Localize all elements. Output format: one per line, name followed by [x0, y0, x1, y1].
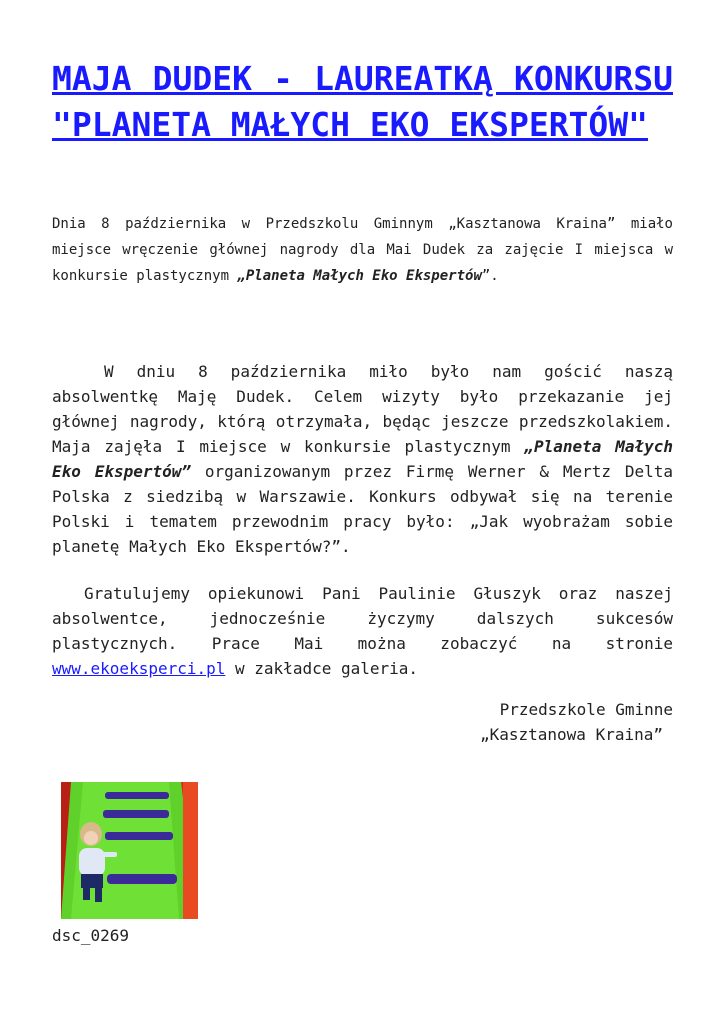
paragraph-1-end: organizowanym przez Firmę Werner & Mertz Delta Polska z siedzibą w Warszawie. Konkurs odbywał się na terenie Polski i tematem przewodnim pracy było: „Jak wyobrażam sobie planetę Małych Eko Ekspertów?”. — [52, 462, 674, 556]
signature-line-2: „Kasztanowa Kraina” — [479, 725, 663, 744]
article-lead — [52, 211, 673, 289]
paragraph-1-start: W dniu 8 października miło było nam gościć naszą absolwentkę Maję Dudek. Celem wizyty było przekazanie jej głównej nagrody, którą otrzymała, będąc jeszcze przedszkolakiem. Maja zajęła I miejsce w konkursie plastycznym — [52, 362, 673, 456]
signature — [400, 697, 673, 747]
paragraph-2-start: Gratulujemy opiekunowi Pani Paulinie Głuszyk oraz naszej absolwentce, jednocześnie życzymy dalszych sukcesów plastycznych. Prace Mai można zobaczyć na stronie — [52, 584, 673, 653]
signature-line-1: Przedszkole Gminne — [499, 700, 673, 719]
article-photo[interactable] — [61, 782, 198, 919]
paragraph-1-contest-name: „Planeta Małych Eko Ekspertów” — [52, 437, 673, 481]
paragraph-2-end: w zakładce galeria. — [225, 659, 419, 678]
article-title — [52, 56, 673, 148]
lead-contest-name: „Planeta Małych Eko Ekspertów — [237, 268, 482, 284]
lead-text-start: Dnia 8 października w Przedszkolu Gminnym „Kasztanowa Kraina” miało miejsce wręczenie głównej nagrody dla Mai Dudek za zajęcie I miejsca w konkursie plastycznym — [52, 216, 673, 284]
photo-slide-illustration — [61, 782, 198, 919]
photo-caption: dsc_0269 — [52, 926, 130, 945]
article-title-link[interactable]: MAJA DUDEK - LAUREATKĄ KONKURSU "PLANETA MAŁYCH EKO EKSPERTÓW" — [52, 59, 673, 144]
body-paragraph-2 — [52, 581, 673, 681]
body-paragraph-1 — [52, 359, 673, 559]
ekoeksperci-link[interactable]: www.ekoeksperci.pl — [52, 659, 226, 678]
lead-text-end: ”. — [481, 268, 499, 284]
